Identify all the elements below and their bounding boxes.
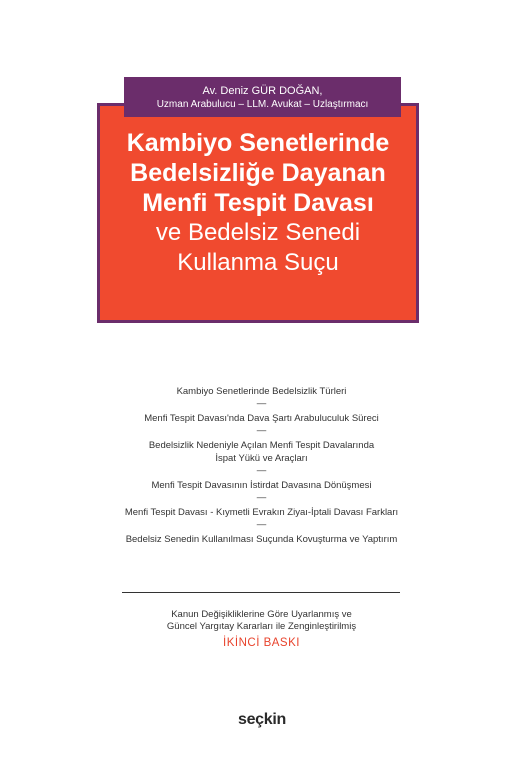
note-line-2: Güncel Yargıtay Kararları ile Zenginleştirilmiş — [166, 621, 357, 632]
author-name: Av. Deniz GÜR DOĞAN, — [202, 84, 323, 97]
publisher-logo: seçkin — [237, 711, 286, 728]
title-line-1: Kambiyo Senetlerinde — [126, 129, 390, 157]
author-band — [124, 77, 401, 117]
note-line-1: Kanun Değişikliklerine Göre Uyarlanmış ve — [171, 609, 352, 620]
topic-item: Kambiyo Senetlerinde Bedelsizlik Türleri — [176, 386, 347, 397]
edition-notes — [100, 609, 423, 649]
topic-separator: — — [256, 425, 267, 436]
edition-label: İKİNCİ BASKI — [223, 637, 300, 649]
topic-item: Bedelsizlik Nedeniyle Açılan Menfi Tespit Davalarında İspat Yükü ve Araçları — [148, 440, 375, 464]
author-titles: Uzman Arabulucu – LLM. Avukat – Uzlaştırmacı — [156, 98, 369, 110]
topic-item: Menfi Tespit Davası'nda Dava Şartı Arabuluculuk Süreci — [144, 413, 379, 424]
topic-separator: — — [256, 492, 267, 503]
topic-item: Menfi Tespit Davası - Kıymetli Evrakın Ziyaı-İptali Davası Farkları — [124, 507, 399, 518]
topics-list — [100, 385, 423, 546]
topic-separator: — — [256, 519, 267, 530]
topic-item: Menfi Tespit Davasının İstirdat Davasına Dönüşmesi — [151, 480, 372, 491]
title-line-4: ve Bedelsiz Senedi — [155, 219, 361, 246]
topic-item: Bedelsiz Senedin Kullanılması Suçunda Kovuşturma ve Yaptırım — [125, 534, 398, 545]
book-title — [97, 128, 419, 278]
divider-line — [122, 592, 400, 593]
topic-separator: — — [256, 465, 267, 476]
title-line-5: Kullanma Suçu — [177, 249, 339, 276]
title-line-2: Bedelsizliğe Dayanan — [130, 159, 386, 187]
title-line-3: Menfi Tespit Davası — [142, 189, 374, 217]
topic-separator: — — [256, 398, 267, 409]
